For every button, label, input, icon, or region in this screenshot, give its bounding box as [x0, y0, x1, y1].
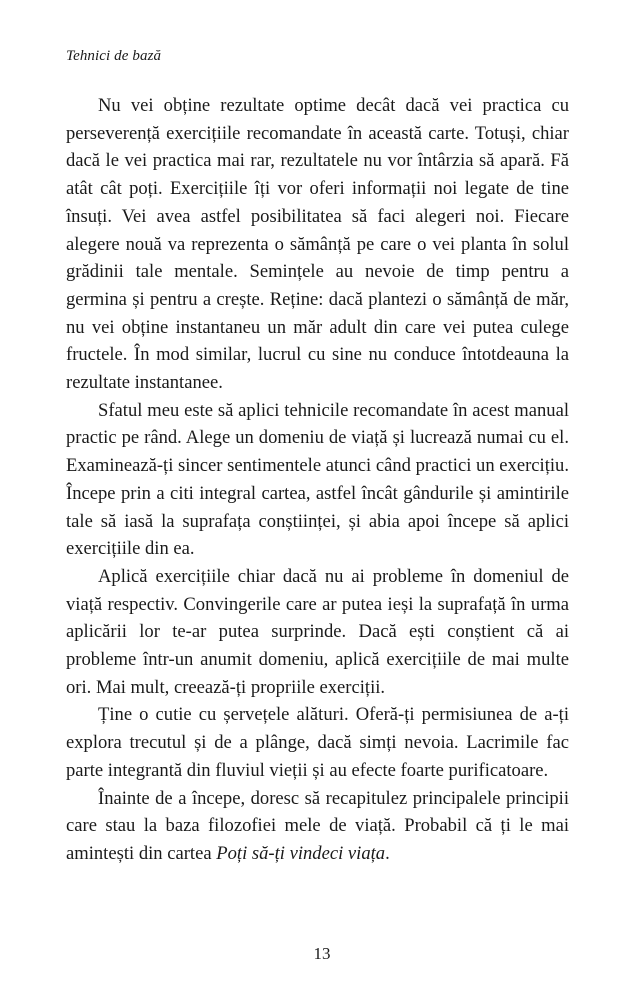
page-number: 13 — [313, 944, 331, 963]
body-text — [66, 92, 569, 868]
paragraph-text: Înainte de a începe, doresc să recapitulez principalele principii care stau la baza filozofiei mele de viață. Probabil că ți le mai amintești din cartea — [66, 787, 569, 864]
paragraph: Sfatul meu este să aplici tehnicile recomandate în acest manual practic pe rând. Alege un domeniu de viață și lucrează numai cu el. Examinează-ți sincer sentimentele atunci când practici un exercițiu. Începe prin a citi integral cartea, astfel încât gândurile și amintirile tale să iasă la suprafața conștiinței, și abia apoi începe să aplici exercițiile din ea. — [66, 399, 569, 560]
paragraph-end: . — [385, 842, 390, 864]
book-title: Poți să-ți vindeci viața — [216, 842, 386, 864]
closing-paragraph — [66, 785, 569, 868]
running-header: Tehnici de bază — [66, 48, 162, 64]
paragraph: Aplică exercițiile chiar dacă nu ai probleme în domeniul de viață respectiv. Convingerile care ar putea ieși la suprafață în urma aplicării lor te-ar putea surprinde. Dacă ești conștient că ai probleme într-un anumit domeniu, aplică exercițiile de mai multe ori. Mai mult, creează-ți propriile exerciții. — [66, 565, 569, 698]
paragraph: Nu vei obține rezultate optime decât dacă vei practica cu perseverență exercițiile recomandate în această carte. Totuși, chiar dacă le vei practica mai rar, rezultatele nu vor întârzia să apară. Fă atât cât poți. Exercițiile îți vor oferi informații noi legate de tine însuți. Vei avea astfel posibilitatea să faci alegeri noi. Fiecare alegere nouă va reprezenta o sămânță pe care o vei planta în solul grădinii tale mentale. Semințele au nevoie de timp pentru a germina și pentru a crește. Reține: dacă plantezi o sămânță de măr, nu vei obține instantaneu un măr adult din care vei putea culege fructele. În mod similar, lucrul cu sine nu conduce întotdeauna la rezultate instantanee. — [66, 95, 569, 394]
paragraph: Ține o cutie cu șervețele alături. Oferă-ți permisiunea de a-ți explora trecutul și de a plânge, dacă simți nevoia. Lacrimile fac parte integrantă din fluviul vieții și au efecte foarte purificatoare. — [66, 704, 569, 781]
